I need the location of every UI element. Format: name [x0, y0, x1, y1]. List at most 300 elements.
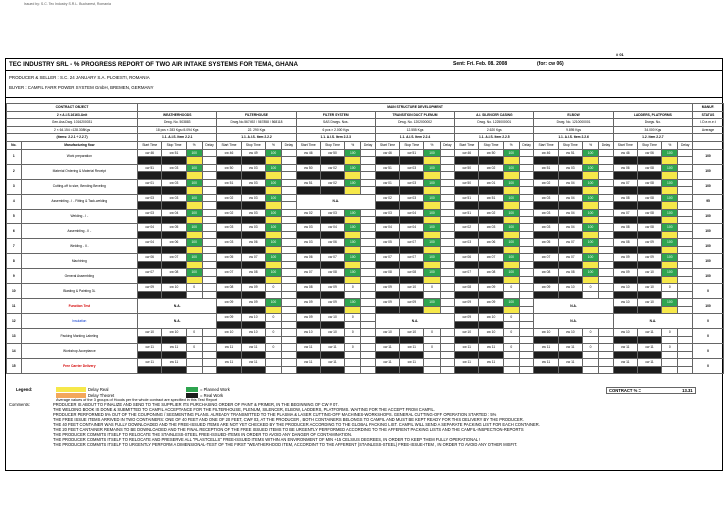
real-stop [162, 277, 186, 284]
real-delay [202, 232, 217, 239]
start-time: cw 03 [217, 224, 241, 232]
start-time: cw 09 [296, 314, 320, 322]
blank-cell [693, 134, 724, 142]
stop-time: cw 07 [558, 239, 582, 247]
percent-cell: 100 [265, 254, 281, 262]
subheader-cell: % [503, 141, 519, 149]
row-label: Insulation [21, 314, 138, 329]
real-delay [519, 292, 534, 299]
stop-time: cw 11 [637, 329, 661, 337]
row-status: 0 [693, 284, 724, 299]
real-delay [440, 262, 455, 269]
delay-cell [361, 359, 376, 367]
stop-time: cw 11 [320, 359, 344, 367]
real-delay [599, 366, 614, 373]
delay-cell [519, 164, 534, 172]
stop-time: cw 10 [479, 329, 503, 337]
real-start [217, 157, 241, 164]
percent-cell: 0 [662, 284, 678, 292]
real-start [138, 157, 162, 164]
delay-cell [519, 284, 534, 292]
start-time: cw 06 [296, 254, 320, 262]
delay-cell [678, 164, 693, 172]
row-number: 12 [7, 314, 22, 329]
real-percent [345, 187, 361, 194]
start-time: cw 07 [375, 254, 399, 262]
calendar-week: (for: cw 06) [537, 61, 564, 67]
real-delay [361, 172, 376, 179]
stop-time: cw 08 [558, 269, 582, 277]
col-weight: 22. 290 Kgs [217, 126, 296, 134]
real-start [534, 247, 558, 254]
real-start [138, 217, 162, 224]
stop-time: cw 51 [479, 194, 503, 202]
delay-cell [440, 194, 455, 202]
start-time: cw 09 [613, 269, 637, 277]
start-time: cw 11 [534, 344, 558, 352]
col-item: 1.1. A.I.S. Item 2.2.1 [138, 134, 217, 142]
real-start [613, 187, 637, 194]
comments-label: Comments: [9, 402, 30, 407]
start-time: cw 07 [613, 179, 637, 187]
real-percent [265, 321, 281, 328]
percent-cell: 100 [503, 209, 519, 217]
stop-time: cw 10 [558, 284, 582, 292]
real-percent [582, 366, 598, 373]
real-percent [265, 232, 281, 239]
start-time: cw 10 [613, 299, 637, 307]
real-delay [202, 351, 217, 358]
real-start [455, 232, 479, 239]
percent-cell: 100 [265, 269, 281, 277]
real-start [217, 262, 241, 269]
real-percent [503, 157, 519, 164]
real-start [217, 172, 241, 179]
col-item: 1.1. A.I.S. Item 2.2.6 [534, 134, 613, 142]
real-delay [519, 217, 534, 224]
percent-cell: 0 [582, 344, 598, 352]
real-start [455, 321, 479, 328]
real-delay [202, 292, 217, 299]
delay-cell [202, 164, 217, 172]
col-name: FILTERHOUSE [217, 111, 296, 119]
start-time: cw 51 [455, 209, 479, 217]
stop-time: cw 03 [400, 164, 424, 172]
start-time: cw 02 [455, 224, 479, 232]
start-time: cw 06 [138, 254, 162, 262]
start-time: cw 10 [296, 329, 320, 337]
percent-cell: 100 [424, 194, 440, 202]
stop-time: cw 09 [241, 299, 265, 307]
comment-line: THE FREE ISSUE ITEMS ARRIVED IN TWO CONTAINERS: ONE OF 40 FEET AND ONE OF 20 FEET, CW# 03, AT THE PRODUCER , BOTH CONTAINERS BELONGS TO CAMFIL AND MUST BE KEPT READY FOR THIS DELIVERY BY THE PRODUCER. [53, 417, 524, 423]
real-percent [582, 157, 598, 164]
delay-cell [599, 209, 614, 217]
subheader-cell: Delay [519, 141, 534, 149]
real-percent [503, 232, 519, 239]
real-stop [637, 217, 661, 224]
stop-time: cw 09 [637, 254, 661, 262]
divider [6, 97, 722, 98]
stop-time: cw 03 [241, 179, 265, 187]
subheader-cell: Start Time [455, 141, 479, 149]
start-time: cw 08 [534, 269, 558, 277]
stop-time: cw 02 [479, 209, 503, 217]
real-delay [282, 262, 297, 269]
real-percent [186, 351, 202, 358]
real-start [613, 232, 637, 239]
no-header: No. [7, 141, 22, 149]
real-delay [202, 172, 217, 179]
stop-time: cw 50 [479, 149, 503, 157]
real-delay [599, 217, 614, 224]
subheader-row [7, 141, 724, 149]
flow-header: Manufacturing flow [21, 141, 138, 149]
real-stop [637, 157, 661, 164]
real-delay [440, 217, 455, 224]
real-percent [186, 292, 202, 299]
real-stop [637, 292, 661, 299]
stop-time: cw 03 [400, 179, 424, 187]
real-delay [361, 187, 376, 194]
start-time: cw 07 [613, 209, 637, 217]
delay-cell [440, 329, 455, 337]
real-start [455, 277, 479, 284]
stop-time: cw 11 [320, 344, 344, 352]
real-stop [320, 336, 344, 343]
col-item: 1.1. A.I.S. Item 2.2.2 [217, 134, 296, 142]
real-start [138, 172, 162, 179]
start-time: cw 46 [296, 149, 320, 157]
real-delay [678, 292, 693, 299]
real-start [375, 172, 399, 179]
real-stop [400, 292, 424, 299]
real-delay [519, 366, 534, 373]
start-time: cw 08 [613, 194, 637, 202]
delay-cell [678, 329, 693, 337]
col-name: WEATHERHOODS [138, 111, 217, 119]
real-stop [558, 247, 582, 254]
percent-cell: 100 [424, 209, 440, 217]
percent-cell: 0 [582, 284, 598, 292]
real-percent [345, 277, 361, 284]
row-number: 3 [7, 179, 22, 194]
real-percent [662, 366, 678, 373]
real-stop [241, 247, 265, 254]
col-item: 1.1. A.I.S. Item 2.2.3 [296, 134, 375, 142]
percent-cell: 100 [265, 224, 281, 232]
unit-line-2: Gen.Ass.Dwg. 1016200031 [7, 119, 138, 127]
col-dwg: Drwg. No. 503883 [138, 119, 217, 127]
percent-cell: 100 [503, 164, 519, 172]
real-start [138, 292, 162, 299]
percent-cell: 100 [265, 164, 281, 172]
real-percent [424, 262, 440, 269]
real-delay [361, 292, 376, 299]
table-row [7, 164, 724, 172]
real-percent [582, 277, 598, 284]
stop-time: cw 10 [400, 329, 424, 337]
delay-cell [361, 209, 376, 217]
start-time: cw 11 [375, 359, 399, 367]
stop-time: cw 11 [400, 344, 424, 352]
col-dwg: Drwg. No. 1202000002 [375, 119, 454, 127]
real-percent [265, 262, 281, 269]
percent-cell: 0 [503, 329, 519, 337]
delay-cell [678, 179, 693, 187]
real-stop [162, 366, 186, 373]
delay-cell [519, 254, 534, 262]
row-number: 1 [7, 149, 22, 164]
delay-cell [440, 239, 455, 247]
stop-time: cw 07 [320, 254, 344, 262]
start-time: cw 50 [296, 164, 320, 172]
header-row [7, 134, 724, 142]
percent-cell: 100 [345, 209, 361, 217]
stop-time: cw 06 [162, 239, 186, 247]
start-time: cw 04 [375, 224, 399, 232]
stop-time: cw 08 [162, 269, 186, 277]
real-start [534, 232, 558, 239]
percent-cell: 100 [503, 149, 519, 157]
percent-cell: 100 [345, 149, 361, 157]
stop-time: cw 10 [400, 284, 424, 292]
real-stop [400, 232, 424, 239]
real-start [534, 336, 558, 343]
percent-cell: 100 [662, 269, 678, 277]
real-start [455, 292, 479, 299]
delay-cell [599, 344, 614, 352]
percent-cell: 0 [265, 344, 281, 352]
start-time: cw 06 [613, 164, 637, 172]
page-number: # 01 [616, 52, 624, 57]
subheader-cell: Stop Time [320, 141, 344, 149]
percent-cell: 0 [582, 329, 598, 337]
start-time: cw 46 [138, 149, 162, 157]
real-percent [265, 351, 281, 358]
row-number: 11 [7, 299, 22, 314]
real-percent [503, 262, 519, 269]
percent-cell: 100 [503, 299, 519, 307]
stop-time: cw 10 [320, 329, 344, 337]
real-delay [282, 277, 297, 284]
start-time: cw 09 [534, 284, 558, 292]
start-time: cw 51 [217, 179, 241, 187]
real-start [534, 202, 558, 209]
delay-cell [678, 209, 693, 217]
start-time: cw 51 [296, 179, 320, 187]
real-percent [662, 187, 678, 194]
percent-cell [503, 359, 519, 367]
real-stop [479, 321, 503, 328]
delay-cell [599, 239, 614, 247]
real-delay [519, 307, 534, 314]
real-percent [662, 247, 678, 254]
start-time: cw 11 [138, 344, 162, 352]
real-delay [519, 321, 534, 328]
report-title: TEC INDUSTRY SRL - % PROGRESS REPORT OF TWO AIR INTAKE SYSTEMS FOR TEMA, GHANA [9, 61, 298, 68]
subheader-cell: Stop Time [558, 141, 582, 149]
legend-label: Legend: [16, 387, 33, 392]
real-start [613, 217, 637, 224]
real-percent [503, 336, 519, 343]
real-percent [582, 292, 598, 299]
delay-cell [519, 224, 534, 232]
percent-cell: 100 [186, 194, 202, 202]
stop-time: cw 08 [637, 164, 661, 172]
real-stop [558, 366, 582, 373]
start-time: cw 50 [455, 164, 479, 172]
real-delay [202, 277, 217, 284]
delay-cell [519, 359, 534, 367]
delay-cell [599, 329, 614, 337]
real-stop [400, 366, 424, 373]
stop-time: cw 06 [320, 239, 344, 247]
real-percent [662, 336, 678, 343]
delay-cell [599, 179, 614, 187]
delay-cell [440, 224, 455, 232]
real-start [613, 336, 637, 343]
percent-cell: 0 [662, 344, 678, 352]
real-stop [162, 187, 186, 194]
stop-time: cw 10 [241, 329, 265, 337]
start-time: cw 07 [138, 269, 162, 277]
real-percent [186, 172, 202, 179]
start-time: cw 10 [613, 284, 637, 292]
real-stop [320, 187, 344, 194]
na-cell: N.A. [138, 299, 217, 314]
start-time: cw 46 [217, 149, 241, 157]
contract-percent-label: CONTRACT % = [609, 388, 643, 393]
real-stop [558, 277, 582, 284]
comment-line: THE WELDING BOOK IS DONE & SUBMITTED TO CAMFIL ACCEPTANCE FOR THE FILTERHOUSE, PLENUM, SILENCER, ELBOW, LADDERS, PLATFORMS. WAITING FOR THE ACCEPT FROM CAMFIL. [53, 407, 435, 413]
delay-cell [202, 284, 217, 292]
producer-line: PRODUCER & SELLER : S.C. 24 JANUARY S.A. PLOIESTI, ROMANIA [9, 75, 150, 80]
header-row [7, 111, 724, 119]
percent-cell [424, 359, 440, 367]
legend-real-delay-text: Delay Real [88, 387, 109, 392]
delay-cell [599, 224, 614, 232]
real-delay [599, 187, 614, 194]
start-time: cw 09 [455, 299, 479, 307]
real-percent [503, 277, 519, 284]
real-start [534, 172, 558, 179]
stop-time: cw 04 [320, 224, 344, 232]
subheader-cell: Stop Time [479, 141, 503, 149]
percent-cell: 100 [662, 224, 678, 232]
real-delay [678, 262, 693, 269]
row-number: 2 [7, 164, 22, 179]
delay-cell [678, 254, 693, 262]
real-percent [582, 247, 598, 254]
real-percent [503, 351, 519, 358]
real-delay [678, 157, 693, 164]
real-start [217, 202, 241, 209]
real-percent [424, 277, 440, 284]
real-stop [558, 157, 582, 164]
stop-time: cw 51 [162, 149, 186, 157]
real-delay [282, 366, 297, 373]
real-stop [162, 247, 186, 254]
real-delay [202, 157, 217, 164]
delay-cell [678, 239, 693, 247]
percent-cell [662, 359, 678, 367]
row-label: Blasting & Painting 3L [21, 284, 138, 299]
delay-cell [361, 179, 376, 187]
real-percent [662, 232, 678, 239]
real-stop [479, 157, 503, 164]
stop-time: cw 10 [162, 329, 186, 337]
real-start [375, 307, 399, 314]
real-percent [265, 247, 281, 254]
real-start [296, 277, 320, 284]
stop-time: cw 07 [479, 254, 503, 262]
percent-cell: 100 [345, 254, 361, 262]
legend-real-delay [56, 387, 108, 392]
real-start [455, 262, 479, 269]
real-stop [162, 336, 186, 343]
comment-line: THE PRODUCER COMMITS ITSELF TO URGENTLY PERFORM A DIMENSIONAL-TEST OF THE FIRST "WEATHERHOOD ITEM, ACCORDINT TO THE AFFERENT (STAINLESS-STEEL) FREE-ISSUE-ITEM , IN ORDER TO AVOID ANY OTHER MISFIT. [53, 442, 518, 448]
real-delay [599, 262, 614, 269]
real-start [534, 157, 558, 164]
start-time: cw 03 [375, 209, 399, 217]
stop-time: cw 04 [400, 224, 424, 232]
real-stop [400, 307, 424, 314]
start-time: cw 11 [217, 359, 241, 367]
real-delay [282, 247, 297, 254]
na-cell: N.A. [534, 314, 613, 329]
real-delay [678, 172, 693, 179]
stop-time: cw 09 [320, 284, 344, 292]
real-start [455, 157, 479, 164]
real-delay [361, 307, 376, 314]
real-stop [320, 217, 344, 224]
real-stop [241, 202, 265, 209]
start-time: cw 11 [534, 359, 558, 367]
row-status: 100 [693, 269, 724, 284]
row-status: 100 [693, 299, 724, 314]
percent-cell: 100 [662, 209, 678, 217]
percent-cell: 100 [424, 224, 440, 232]
subheader-cell: Delay [361, 141, 376, 149]
real-delay [282, 157, 297, 164]
stop-time: cw 01 [479, 179, 503, 187]
row-status: 0 [693, 359, 724, 374]
real-stop [241, 292, 265, 299]
real-percent [424, 172, 440, 179]
real-start [455, 247, 479, 254]
real-delay [678, 351, 693, 358]
percent-cell: 100 [424, 179, 440, 187]
percent-cell: 100 [582, 224, 598, 232]
stop-time: cw 05 [162, 224, 186, 232]
real-stop [162, 202, 186, 209]
row-number: 10 [7, 284, 22, 299]
start-time: cw 03 [534, 209, 558, 217]
real-delay [519, 172, 534, 179]
table-row [7, 179, 724, 187]
stop-time: cw 04 [400, 209, 424, 217]
delay-cell [440, 284, 455, 292]
stop-time: cw 09 [400, 299, 424, 307]
percent-cell: 100 [186, 224, 202, 232]
real-stop [241, 262, 265, 269]
stop-time: cw 10 [637, 269, 661, 277]
na-cell: N.A. [296, 194, 375, 209]
stop-time: cw 11 [479, 344, 503, 352]
real-start [455, 217, 479, 224]
real-stop [320, 307, 344, 314]
real-delay [519, 351, 534, 358]
